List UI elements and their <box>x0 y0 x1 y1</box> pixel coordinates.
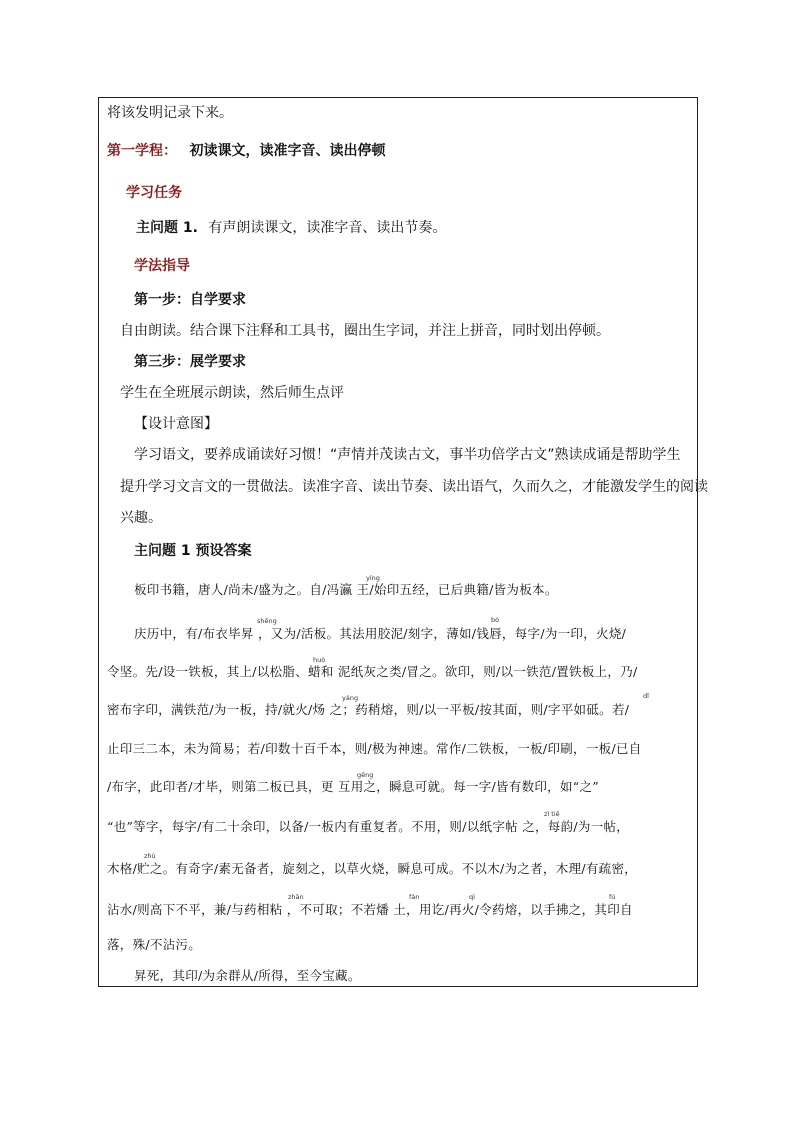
main-question-text: 有声朗读课文，读准字音、读出节奏。 <box>208 220 447 236</box>
task-heading: 学习任务 <box>126 185 182 201</box>
step3-label: 第三步：展学要求 <box>134 354 246 370</box>
step1-label: 第一步：自学要求 <box>134 292 246 308</box>
pinyin-annotation: dǐ <box>643 692 649 700</box>
step1-text: 自由朗读。结合课下注释和工具书，圈出生字词，并注上拼音，同时划出停顿。 <box>120 323 610 339</box>
pinyin-annotation: fú <box>609 893 616 901</box>
pinyin-annotation: huò <box>313 656 326 664</box>
passage-line: 沾水/则高下不平，兼/与药相粘 ，不可取；不若燔 土，用讫/再火/令药熔，以手拂之，其印自 <box>107 902 633 917</box>
step3-text: 学生在全班展示朗读，然后师生点评 <box>120 385 344 401</box>
passage-line: 昇死，其印/为余群从/所得，至今宝藏。 <box>134 968 361 983</box>
pinyin-annotation: yáng <box>342 694 359 702</box>
answer-heading: 主问题 1 预设答案 <box>134 543 252 559</box>
passage-line: 木格/贮之。有奇字/素无备者，旋刻之，以草火烧，瞬息可成。不以木/为之者，木理/有疏密， <box>107 861 638 876</box>
passage-line: 令坚。先/设一铁板，其上/以松脂、蜡和 泥纸灰之类/冒之。欲印，则/以一铁范/置铁板上，乃/ <box>107 664 638 679</box>
passage-line: 庆历中，有/布衣毕昇 ，又为/活板。其法用胶泥/刻字，薄如/钱唇，每字/为一印，火烧/ <box>134 626 627 641</box>
main-question <box>136 218 446 238</box>
design-line: 提升学习文言文的一贯做法。读准字音、读出节奏、读出语气，久而久之，才能激发学生的阅读 <box>120 479 708 495</box>
pinyin-annotation: qì <box>469 893 475 901</box>
pinyin-annotation: zhù <box>144 852 156 860</box>
passage-line: 板印书籍，唐人/尚未/盛为之。自/冯瀛 王/始印五经，已后典籍/皆为板本。 <box>134 582 558 597</box>
pinyin-annotation: zhān <box>288 893 304 901</box>
pinyin-annotation: yíng <box>366 574 380 582</box>
passage-line: /布字，此印者/才毕，则第二板已具，更 互用之，瞬息可就。每一字/皆有数印，如“之” <box>107 779 599 794</box>
pinyin-annotation: shēng <box>257 617 277 625</box>
design-heading: 【设计意图】 <box>134 416 218 432</box>
passage-line: 落，殊/不沾污。 <box>107 937 202 952</box>
method-heading: 学法指导 <box>134 258 190 274</box>
design-line: 学习语文，要养成诵读好习惯！“声情并茂读古文，事半功倍学古文”熟读成诵是帮助学生 <box>134 447 681 463</box>
stage1-heading <box>107 141 385 161</box>
stage1-title: 初读课文，读准字音、读出停顿 <box>189 143 386 159</box>
pinyin-annotation: gēng <box>357 771 374 779</box>
pinyin-annotation: fán <box>409 893 420 901</box>
pinyin-annotation: bó <box>491 616 500 624</box>
passage-line: 止印三二本，未为简易；若/印数十百千本，则/极为神速。常作/二铁板，一板/印刷，一板/已自 <box>107 741 642 756</box>
passage-line: 密布字印，满铁范/为一板，持/就火/炀 之；药稍熔，则/以一平板/按其面，则/字平如砥。若/ <box>107 702 630 717</box>
main-question-label: 主问题 1. <box>136 220 198 236</box>
intro-line: 将该发明记录下来。 <box>107 105 233 121</box>
passage-line: “也”等字，每字/有二十余印，以备/一板内有重复者。不用，则/以纸字帖 之，每韵/为一帖， <box>107 819 630 834</box>
stage1-label: 第一学程： <box>107 143 177 159</box>
pinyin-annotation: zì tiě <box>544 810 560 818</box>
design-line: 兴趣。 <box>120 510 162 526</box>
